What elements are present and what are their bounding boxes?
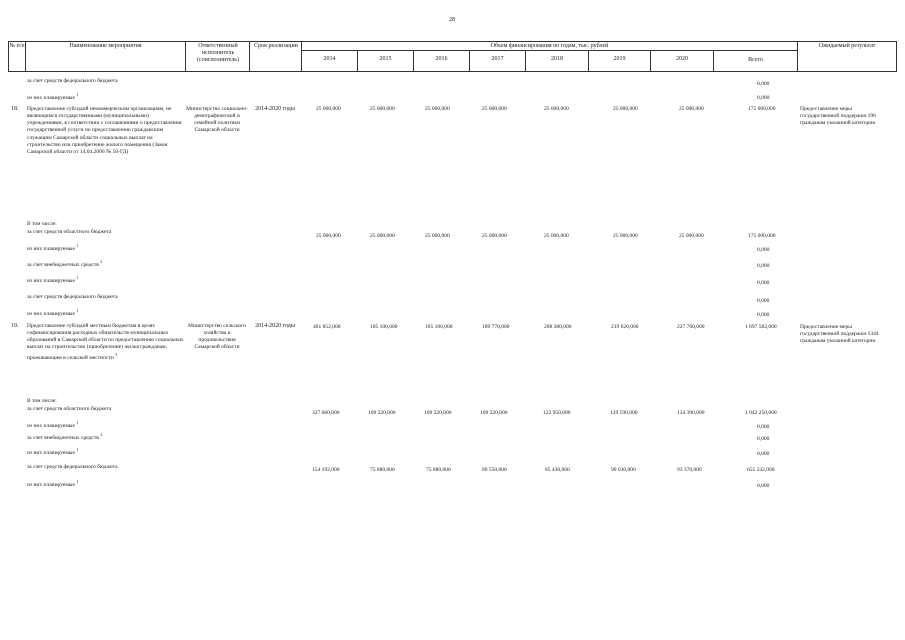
sub-row-label: за счет средств федерального бюджета	[27, 294, 118, 300]
value-2020: 25 000,000	[679, 106, 704, 112]
value-2014: 25 000,000	[316, 106, 341, 112]
value-2020: 25 000,000	[679, 233, 704, 239]
header-year: 2019	[613, 56, 626, 62]
header-col-no: № п/п	[9, 43, 25, 49]
value-2015: 109 220,000	[368, 410, 396, 416]
sub-row-label: из них планируемые $^1$	[27, 275, 79, 284]
value-2020: 93 370,000	[677, 467, 702, 473]
row-total: 175 000,000	[748, 106, 776, 112]
page-number: 28	[449, 17, 455, 23]
including-label: В том числе:	[27, 221, 57, 227]
header-col-total: Всего	[748, 57, 763, 63]
sub-row-label: за счет средств федерального бюджета	[27, 78, 118, 84]
header-year: 2015	[379, 56, 392, 62]
value-2015: 25 000,000	[370, 233, 395, 239]
row-total: 0,000	[757, 451, 770, 457]
value-2018: 85 430,000	[545, 467, 570, 473]
sub-row-label: за счет средств федерального бюджета	[27, 464, 118, 470]
row-total: 0,000	[757, 424, 770, 430]
value-2017: 80 550,000	[482, 467, 507, 473]
header-col-exec: Ответственный исполнитель (соисполнитель)	[196, 43, 240, 63]
sub-row-label: из них планируемые $^1$	[27, 308, 79, 317]
sub-row-label: за счет внебюджетных средств $^2$	[27, 432, 103, 441]
header-col-funding: Объем финансирования по годам, тыс. рублей	[490, 43, 609, 49]
header-year: 2017	[491, 56, 504, 62]
row-total: 0,000	[757, 280, 770, 286]
sub-row-label: из них планируемые $^1$	[27, 447, 79, 456]
value-2016: 75 880,000	[426, 467, 451, 473]
header-year: 2018	[551, 56, 563, 62]
value-2015: 75 880,000	[370, 467, 395, 473]
value-2016: 25 000,000	[425, 106, 450, 112]
row-total: 175 000,000	[748, 233, 776, 239]
row-total: 0,000	[757, 95, 770, 101]
row-total: 0,000	[757, 247, 770, 253]
value-2014: 25 000,000	[316, 233, 341, 239]
row-total: 0,000	[757, 312, 770, 318]
sub-row-label: из них планируемые $^1$	[27, 479, 79, 488]
header-year: 2020	[676, 56, 688, 62]
value-2017: 25 000,000	[482, 106, 507, 112]
value-2019: 129 590,000	[610, 410, 638, 416]
sub-row-label: из них планируемые $^1$	[27, 243, 79, 252]
row-total: 0,000	[757, 298, 770, 304]
row-total: 655 332,000	[747, 467, 775, 473]
including-label: В том числе:	[27, 398, 57, 404]
value-2017: 189 770,000	[482, 324, 510, 330]
value-2016: 25 000,000	[425, 233, 450, 239]
row-total: 0,000	[757, 483, 770, 489]
term: 2014-2020 годы	[255, 323, 295, 329]
value-2014: 327 660,000	[312, 410, 340, 416]
header-col-result: Ожидаемый результат	[818, 43, 876, 49]
executor: Министерство социально-демографической и семейной политики Самарской области	[186, 106, 248, 134]
row-total: 0,000	[757, 436, 770, 442]
value-2020: 134 390,000	[677, 410, 705, 416]
header-year: 2014	[323, 56, 336, 62]
sub-row-label: за счет средств областного бюджета	[27, 229, 112, 235]
value-2016: 109 220,000	[424, 410, 452, 416]
sub-row-label: за счет средств областного бюджета	[27, 406, 112, 412]
value-2018: 25 000,000	[544, 106, 569, 112]
value-2015: 25 000,000	[370, 106, 395, 112]
executor: Министерство сельского хозяйства и продовольствия Самарской области	[188, 323, 246, 351]
value-2017: 109 220,000	[480, 410, 508, 416]
header-col-term: Срок реализации	[254, 43, 298, 49]
row-total: 0,000	[757, 263, 770, 269]
sub-row-label: из них планируемые $^1$	[27, 420, 79, 429]
header-year: 2016	[435, 56, 448, 62]
header-col-name: Наименование мероприятия	[69, 43, 142, 49]
value-2016: 185 100,000	[425, 324, 453, 330]
value-2019: 90 030,000	[611, 467, 636, 473]
value-2015: 185 100,000	[370, 324, 398, 330]
sub-row-label: из них планируемые $^1$	[27, 92, 79, 101]
value-2019: 25 000,000	[613, 106, 638, 112]
value-2020: 227 760,000	[677, 324, 705, 330]
value-2019: 219 620,000	[611, 324, 639, 330]
measure-name: Предоставление субсидий некоммерческим организациям, не являющимся государственными (муниципальными) учреждениями, в соответствии с соглашениями о предоставлении государственной услуги по предоставлению гражданским служащим Самарской области социальных выплат на строительство или приобретение жилого помещения (Закон Самарской области от 14.04.2006 № 50-ГД)	[27, 106, 182, 155]
value-2014: 154 192,000	[312, 467, 340, 473]
term: 2014-2020 годы	[255, 106, 295, 112]
row-number: 18.	[11, 106, 19, 112]
measure-name: Предоставление субсидий местным бюджетам в целях софинансирования расходных обязательств муниципальных образований в Самарской области по предоставлению социальных выплат на строительство (приобретение) жилья гражданам, проживающим в сельской местности $^3$	[27, 323, 184, 361]
row-total: 1 697 582,000	[745, 324, 777, 330]
row-total: 1 042 250,000	[745, 410, 777, 416]
value-2018: 25 000,000	[544, 233, 569, 239]
value-2018: 122 950,000	[543, 410, 571, 416]
expected-result: Предоставление меры государственной поддержки 1344 гражданам указанной категории	[800, 324, 879, 345]
sub-row-label: за счет внебюджетных средств $^2$	[27, 259, 103, 268]
value-2019: 25 000,000	[613, 233, 638, 239]
value-2018: 208 380,000	[544, 324, 572, 330]
value-2014: 481 852,000	[313, 324, 341, 330]
row-number: 19.	[11, 323, 19, 329]
row-total: 0,000	[757, 81, 770, 87]
expected-result: Предоставление меры государственной поддержки 196 гражданам указанной категории	[800, 106, 876, 127]
value-2017: 25 000,000	[482, 233, 507, 239]
